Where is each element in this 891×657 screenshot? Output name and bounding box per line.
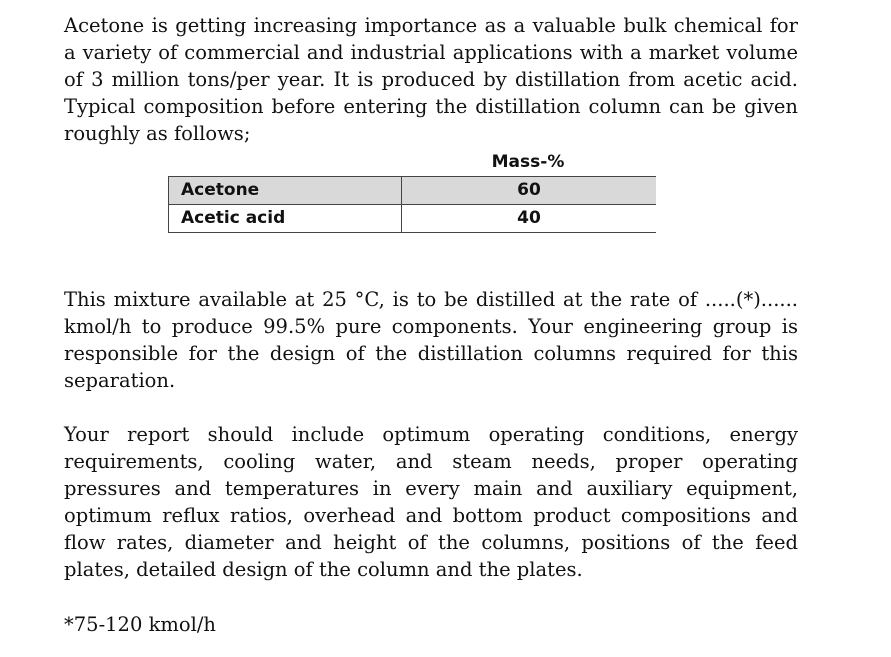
table-header-component [168,148,400,176]
composition-table [168,148,656,233]
table-row [168,205,656,233]
table-cell-component: Acetic acid [168,205,402,232]
table-header-mass-percent: Mass-% [491,152,565,172]
table-header-row [168,148,656,176]
table-cell-value: 60 [517,180,541,200]
intro-paragraph: Acetone is getting increasing importance as a valuable bulk chemical for a variety of commercial and industrial applications with a market volume of 3 million tons/per year. It is produced by distillation from acetic acid. Typical composition before entering the distillation column can be given roughly as follows; [64,14,798,145]
table-cell-value: 40 [517,208,541,228]
feed-paragraph: This mixture available at 25 °C, is to be distilled at the rate of .....(*)...... kmol/h to produce 99.5% pure components. Your engineering group is responsible for the design of the distillation columns required for this separation. [64,288,798,392]
report-requirements-paragraph: Your report should include optimum operating conditions, energy requirements, cooling water, and steam needs, proper operating pressures and temperatures in every main and auxiliary equipment, optimum reflux ratios, overhead and bottom product compositions and flow rates, diameter and height of the columns, positions of the feed plates, detailed design of the column and the plates. [64,423,798,581]
footnote: *75-120 kmol/h [64,613,216,636]
table-cell-component: Acetone [168,177,402,204]
table-row [168,176,656,205]
